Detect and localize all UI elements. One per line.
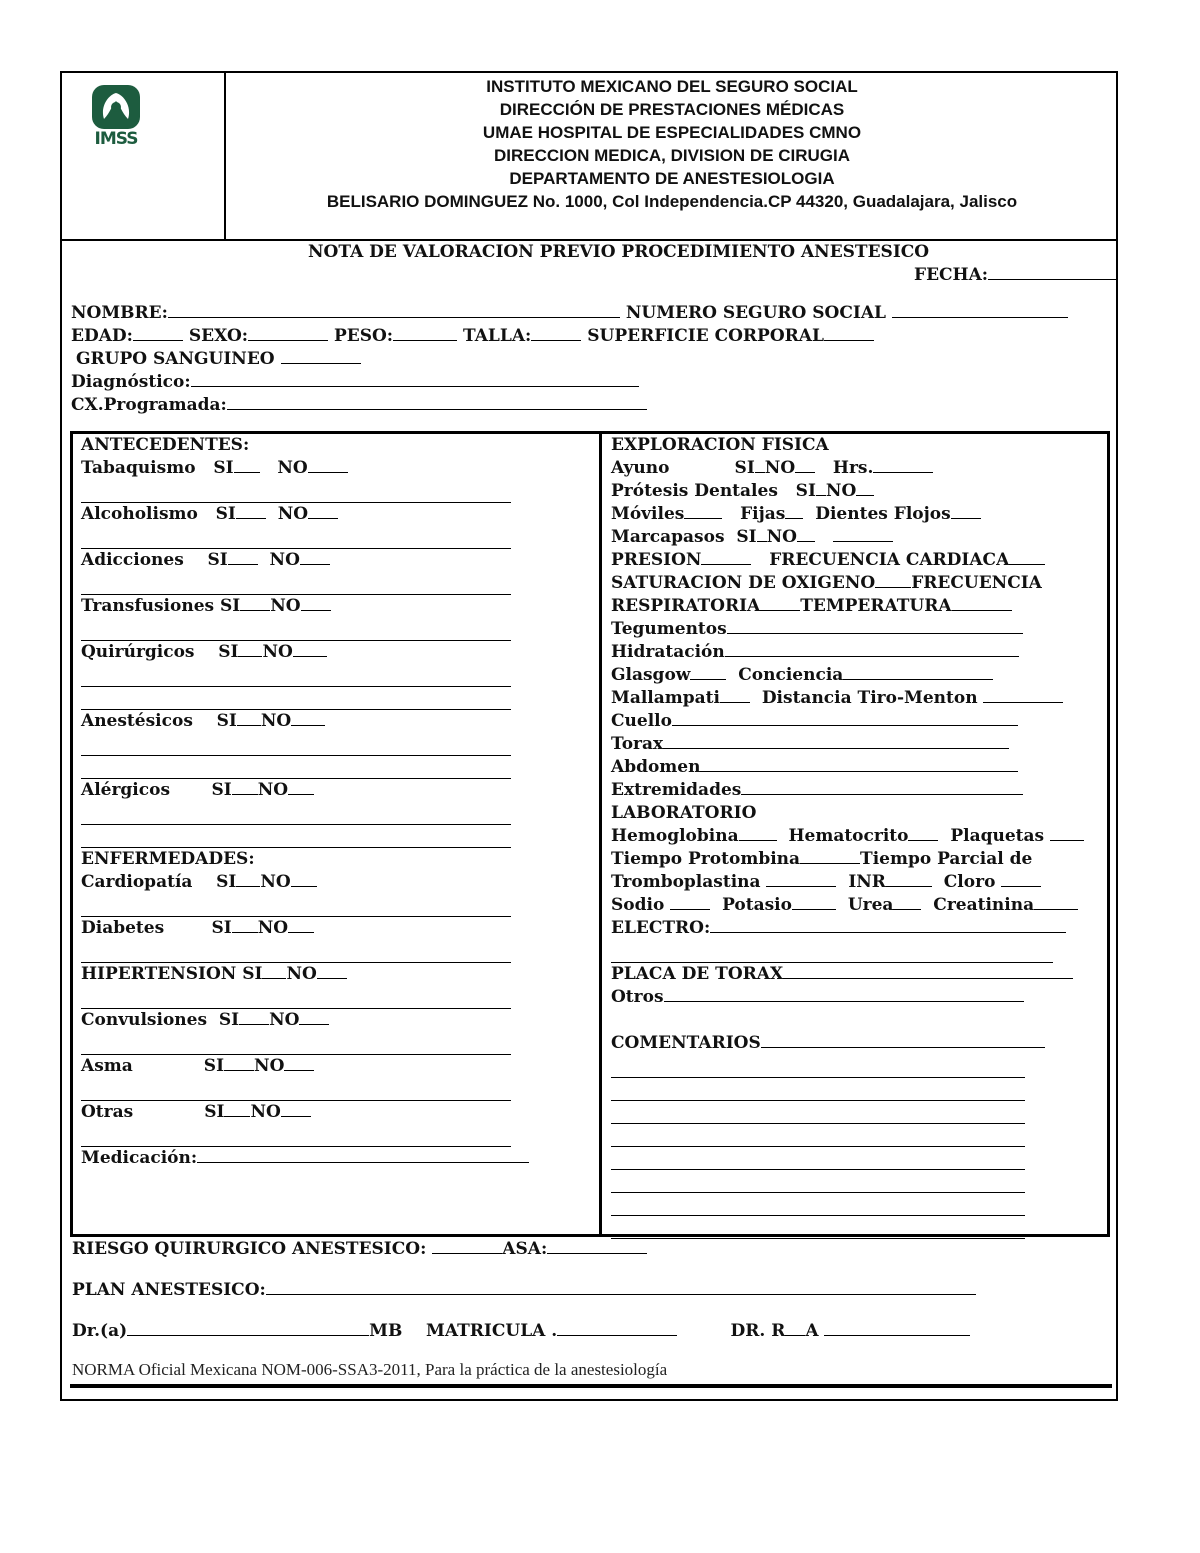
form-frame — [60, 71, 1118, 1401]
comentarios-row[interactable]: COMENTARIOS — [611, 1032, 1051, 1055]
tromboplastina-row[interactable]: Tromboplastina INR Cloro — [611, 871, 1051, 894]
laboratorio-heading: LABORATORIO — [611, 803, 757, 823]
saturacion-row[interactable]: SATURACION DE OXIGENO FRECUENCIA — [611, 573, 1042, 593]
firma-row[interactable]: Dr.(a) MB MATRICULA . DR. R A — [72, 1321, 970, 1341]
comentarios-line-5[interactable] — [611, 1147, 1025, 1170]
diabetes-row[interactable]: Diabetes SI NO — [81, 917, 511, 940]
cx-row — [71, 394, 647, 416]
anestesicos-line-1[interactable] — [81, 733, 511, 756]
logo-cell — [62, 73, 226, 239]
otras-line[interactable] — [81, 1124, 511, 1147]
talla-input[interactable] — [531, 326, 581, 341]
medicacion-row[interactable]: Medicación: — [81, 1147, 511, 1170]
asma-line[interactable] — [81, 1078, 511, 1101]
superficie-input[interactable] — [824, 326, 874, 341]
nombre-row — [71, 302, 1068, 324]
comentarios-line-1[interactable] — [611, 1055, 1025, 1078]
edad-row — [71, 325, 874, 347]
superficie-label: SUPERFICIE CORPORAL — [587, 326, 824, 346]
electro-row[interactable]: ELECTRO: — [611, 917, 1051, 940]
comentarios-line-3[interactable] — [611, 1101, 1025, 1124]
peso-label: PESO: — [333, 326, 394, 346]
header — [62, 73, 1116, 241]
antecedentes-exploracion-box — [70, 431, 1110, 1237]
header-line-2: DIRECCIÓN DE PRESTACIONES MÉDICAS — [499, 100, 845, 119]
convulsiones-line[interactable] — [81, 1032, 511, 1055]
imss-logo-icon — [86, 83, 146, 133]
marcapasos-row[interactable]: Marcapasos SI NO — [611, 526, 1051, 549]
comentarios-line-7[interactable] — [611, 1193, 1025, 1216]
header-line-4: DIRECCION MEDICA, DIVISION DE CIRUGIA — [493, 146, 851, 165]
edad-input[interactable] — [133, 326, 183, 341]
comentarios-line-6[interactable] — [611, 1170, 1025, 1193]
alcoholismo-line[interactable] — [81, 526, 511, 549]
convulsiones-row[interactable]: Convulsiones SI NO — [81, 1009, 511, 1032]
spacer — [611, 1009, 1051, 1032]
anestesicos-row[interactable]: Anestésicos SI NO — [81, 710, 511, 733]
hemoglobina-row[interactable]: Hemoglobina Hematocrito Plaquetas — [611, 825, 1051, 848]
header-line-1: INSTITUTO MEXICANO DEL SEGURO SOCIAL — [486, 77, 858, 96]
cardiopatia-line[interactable] — [81, 894, 511, 917]
left-column — [81, 434, 511, 1170]
header-line-6: BELISARIO DOMINGUEZ No. 1000, Col Independencia.CP 44320, Guadalajara, Jalisco — [326, 192, 1018, 211]
presion-row[interactable]: PRESION FRECUENCIA CARDIACA — [611, 549, 1051, 572]
norma-footer: NORMA Oficial Mexicana NOM-006-SSA3-2011, Para la práctica de la anestesiología — [72, 1360, 668, 1379]
glasgow-row[interactable]: Glasgow Conciencia — [611, 664, 1051, 687]
sexo-label: SEXO: — [188, 326, 249, 346]
asma-row[interactable]: Asma SI NO — [81, 1055, 511, 1078]
nss-input[interactable] — [892, 303, 1068, 318]
comentarios-line-4[interactable] — [611, 1124, 1025, 1147]
grupo-input[interactable] — [281, 349, 361, 364]
comentarios-line-8[interactable] — [611, 1216, 1025, 1239]
cx-label: CX.Programada: — [71, 395, 227, 415]
exploracion-heading: EXPLORACION FISICA — [611, 435, 829, 455]
institution-block — [228, 75, 1116, 213]
diagnostico-label: Diagnóstico: — [71, 372, 191, 392]
tp-row[interactable]: Tiempo Protombina Tiempo Parcial de — [611, 849, 1033, 869]
antecedentes-heading: ANTECEDENTES: — [81, 435, 250, 455]
grupo-label: GRUPO SANGUINEO — [76, 349, 275, 369]
alergicos-line-2[interactable] — [81, 825, 511, 848]
adicciones-row[interactable]: Adicciones SI NO — [81, 549, 511, 572]
sexo-input[interactable] — [248, 326, 328, 341]
alergicos-row[interactable]: Alérgicos SI NO — [81, 779, 511, 802]
fecha-label: FECHA: — [914, 265, 989, 285]
diagnostico-input[interactable] — [191, 372, 639, 387]
edad-label: EDAD: — [71, 326, 133, 346]
header-line-3: UMAE HOSPITAL DE ESPECIALIDADES CMNO — [482, 123, 862, 142]
abdomen-row[interactable]: Abdomen — [611, 756, 1051, 779]
torax-row[interactable]: Torax — [611, 733, 1051, 756]
enfermedades-heading: ENFERMEDADES: — [81, 849, 255, 869]
electro-line[interactable] — [611, 940, 1053, 963]
comentarios-line-2[interactable] — [611, 1078, 1025, 1101]
nombre-input[interactable] — [168, 303, 620, 318]
alergicos-line-1[interactable] — [81, 802, 511, 825]
quirurgicos-row[interactable]: Quirúrgicos SI NO — [81, 641, 511, 664]
alcoholismo-row[interactable]: Alcoholismo SI NO — [81, 503, 511, 526]
cx-input[interactable] — [227, 395, 647, 410]
riesgo-row[interactable]: RIESGO QUIRURGICO ANESTESICO: ASA: — [72, 1239, 647, 1259]
diabetes-line[interactable] — [81, 940, 511, 963]
quirurgicos-line-1[interactable] — [81, 664, 511, 687]
adicciones-line[interactable] — [81, 572, 511, 595]
tabaquismo-row[interactable]: Tabaquismo SI NO — [81, 457, 511, 480]
anestesicos-line-2[interactable] — [81, 756, 511, 779]
diagnostico-row — [71, 371, 639, 393]
plan-row[interactable]: PLAN ANESTESICO: — [72, 1280, 976, 1300]
quirurgicos-line-2[interactable] — [81, 687, 511, 710]
mallampati-row[interactable]: Mallampati Distancia Tiro-Menton — [611, 687, 1051, 710]
placa-row[interactable]: PLACA DE TORAX — [611, 963, 1051, 986]
footer-rule — [70, 1384, 1112, 1388]
hidratacion-row[interactable]: Hidratación — [611, 641, 1051, 664]
tegumentos-row[interactable]: Tegumentos — [611, 618, 1051, 641]
grupo-row — [76, 348, 361, 370]
cardiopatia-row[interactable]: Cardiopatía SI NO — [81, 871, 511, 894]
peso-input[interactable] — [393, 326, 457, 341]
respiratoria-row[interactable]: RESPIRATORIA TEMPERATURA — [611, 595, 1051, 618]
transfusiones-line[interactable] — [81, 618, 511, 641]
ayuno-row[interactable]: Ayuno SI NO Hrs. — [611, 457, 1051, 480]
hipertension-line[interactable] — [81, 986, 511, 1009]
fecha-field[interactable] — [914, 264, 1118, 286]
column-divider — [599, 434, 602, 1234]
header-line-5: DEPARTAMENTO DE ANESTESIOLOGIA — [509, 169, 835, 188]
talla-label: TALLA: — [463, 326, 532, 346]
nss-label: NUMERO SEGURO SOCIAL — [625, 303, 886, 323]
nombre-label: NOMBRE: — [71, 303, 168, 323]
extremidades-row[interactable]: Extremidades — [611, 779, 1051, 802]
otros-row[interactable]: Otros — [611, 986, 1051, 1009]
logo-text: IMSS — [94, 129, 138, 149]
tabaquismo-line[interactable] — [81, 480, 511, 503]
transfusiones-row[interactable]: Transfusiones SI NO — [81, 595, 511, 618]
cuello-row[interactable]: Cuello — [611, 710, 1051, 733]
hipertension-row[interactable]: HIPERTENSION SI NO — [81, 963, 511, 986]
sodio-row[interactable]: Sodio Potasio Urea Creatinina — [611, 894, 1051, 917]
protesis-row[interactable]: Prótesis Dentales SI NO — [611, 480, 1051, 503]
right-column — [611, 434, 1051, 1239]
moviles-row[interactable]: Móviles Fijas Dientes Flojos — [611, 503, 1051, 526]
otras-row[interactable]: Otras SI NO — [81, 1101, 511, 1124]
form-title: NOTA DE VALORACION PREVIO PROCEDIMIENTO ANESTESICO — [308, 242, 930, 262]
